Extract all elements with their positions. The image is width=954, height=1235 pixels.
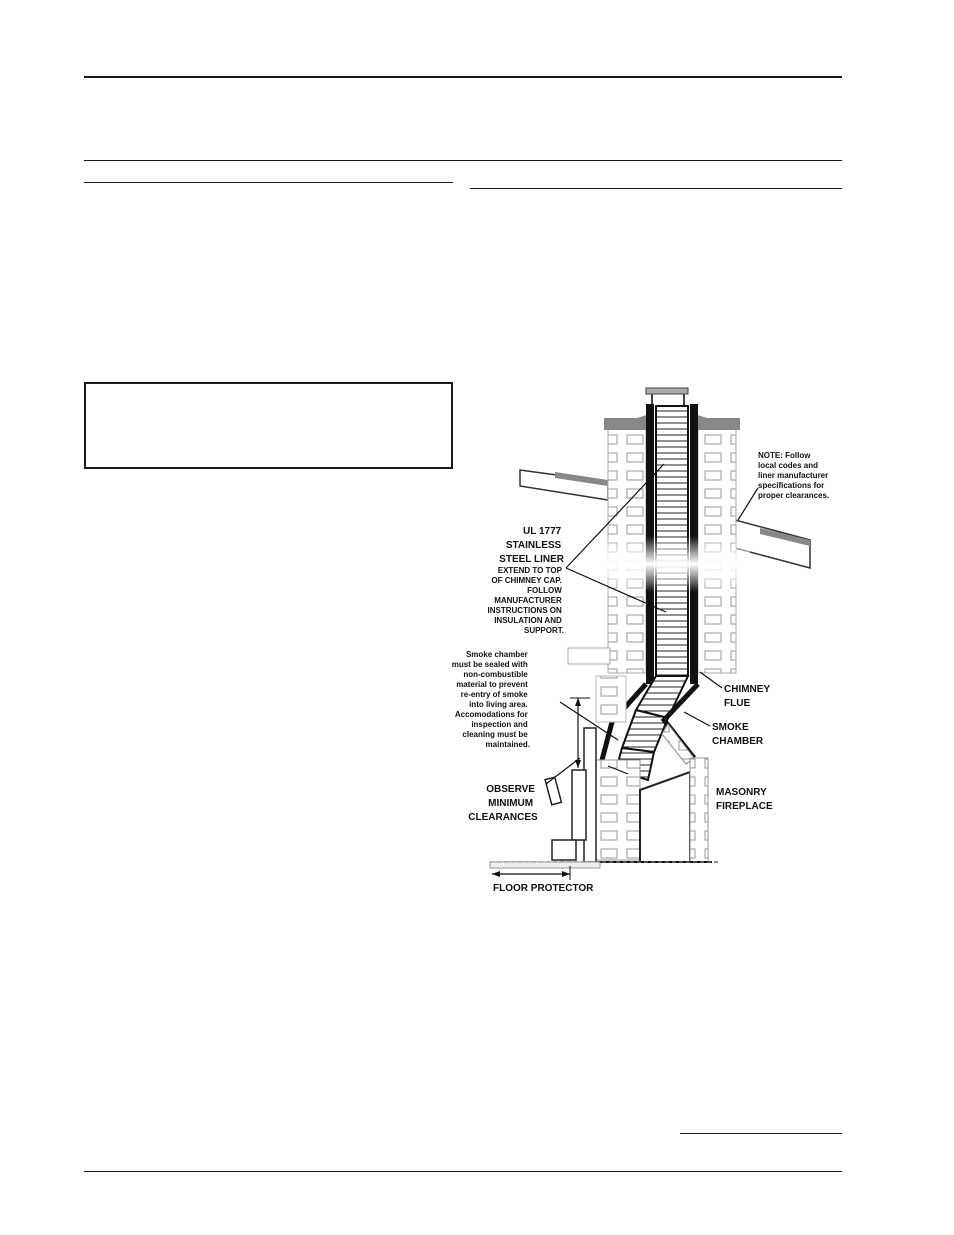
chimney-liner-diagram [451, 380, 840, 900]
header-rule [84, 76, 842, 78]
clearances-label: OBSERVE MINIMUM CLEARANCES [468, 784, 538, 823]
chimney-flue-label: CHIMNEY FLUE [724, 684, 770, 709]
left-column-rule [84, 182, 453, 183]
floor-protector [490, 862, 720, 880]
smoke-chamber-note: Smoke chamber must be sealed with non-combustible material to prevent re-entry of smoke into living area. Accomodations for inspection and cleaning must be maintained. [451, 650, 530, 749]
right-column-rule [470, 188, 842, 189]
footnote-rule [680, 1133, 842, 1134]
warning-box [84, 382, 453, 469]
masonry-fireplace-label: MASONRY FIREPLACE [716, 787, 773, 812]
fade-band [600, 536, 750, 592]
section-rule [84, 160, 842, 161]
note-label: NOTE: Follow local codes and liner manufacturer specifications for proper clearances. [758, 451, 830, 500]
chimney-cap [646, 388, 688, 406]
footer-rule [84, 1171, 842, 1172]
floor-protector-label: FLOOR PROTECTOR [493, 883, 594, 894]
smoke-chamber-label: SMOKE CHAMBER [712, 722, 764, 747]
liner-detail-label: EXTEND TO TOP OF CHIMNEY CAP. FOLLOW MANUFACTURER INSTRUCTIONS ON INSULATION AND SUPPORT. [487, 566, 564, 635]
fireplace-insert [545, 728, 596, 862]
liner-title-label: UL 1777 STAINLESS STEEL LINER [499, 526, 564, 565]
